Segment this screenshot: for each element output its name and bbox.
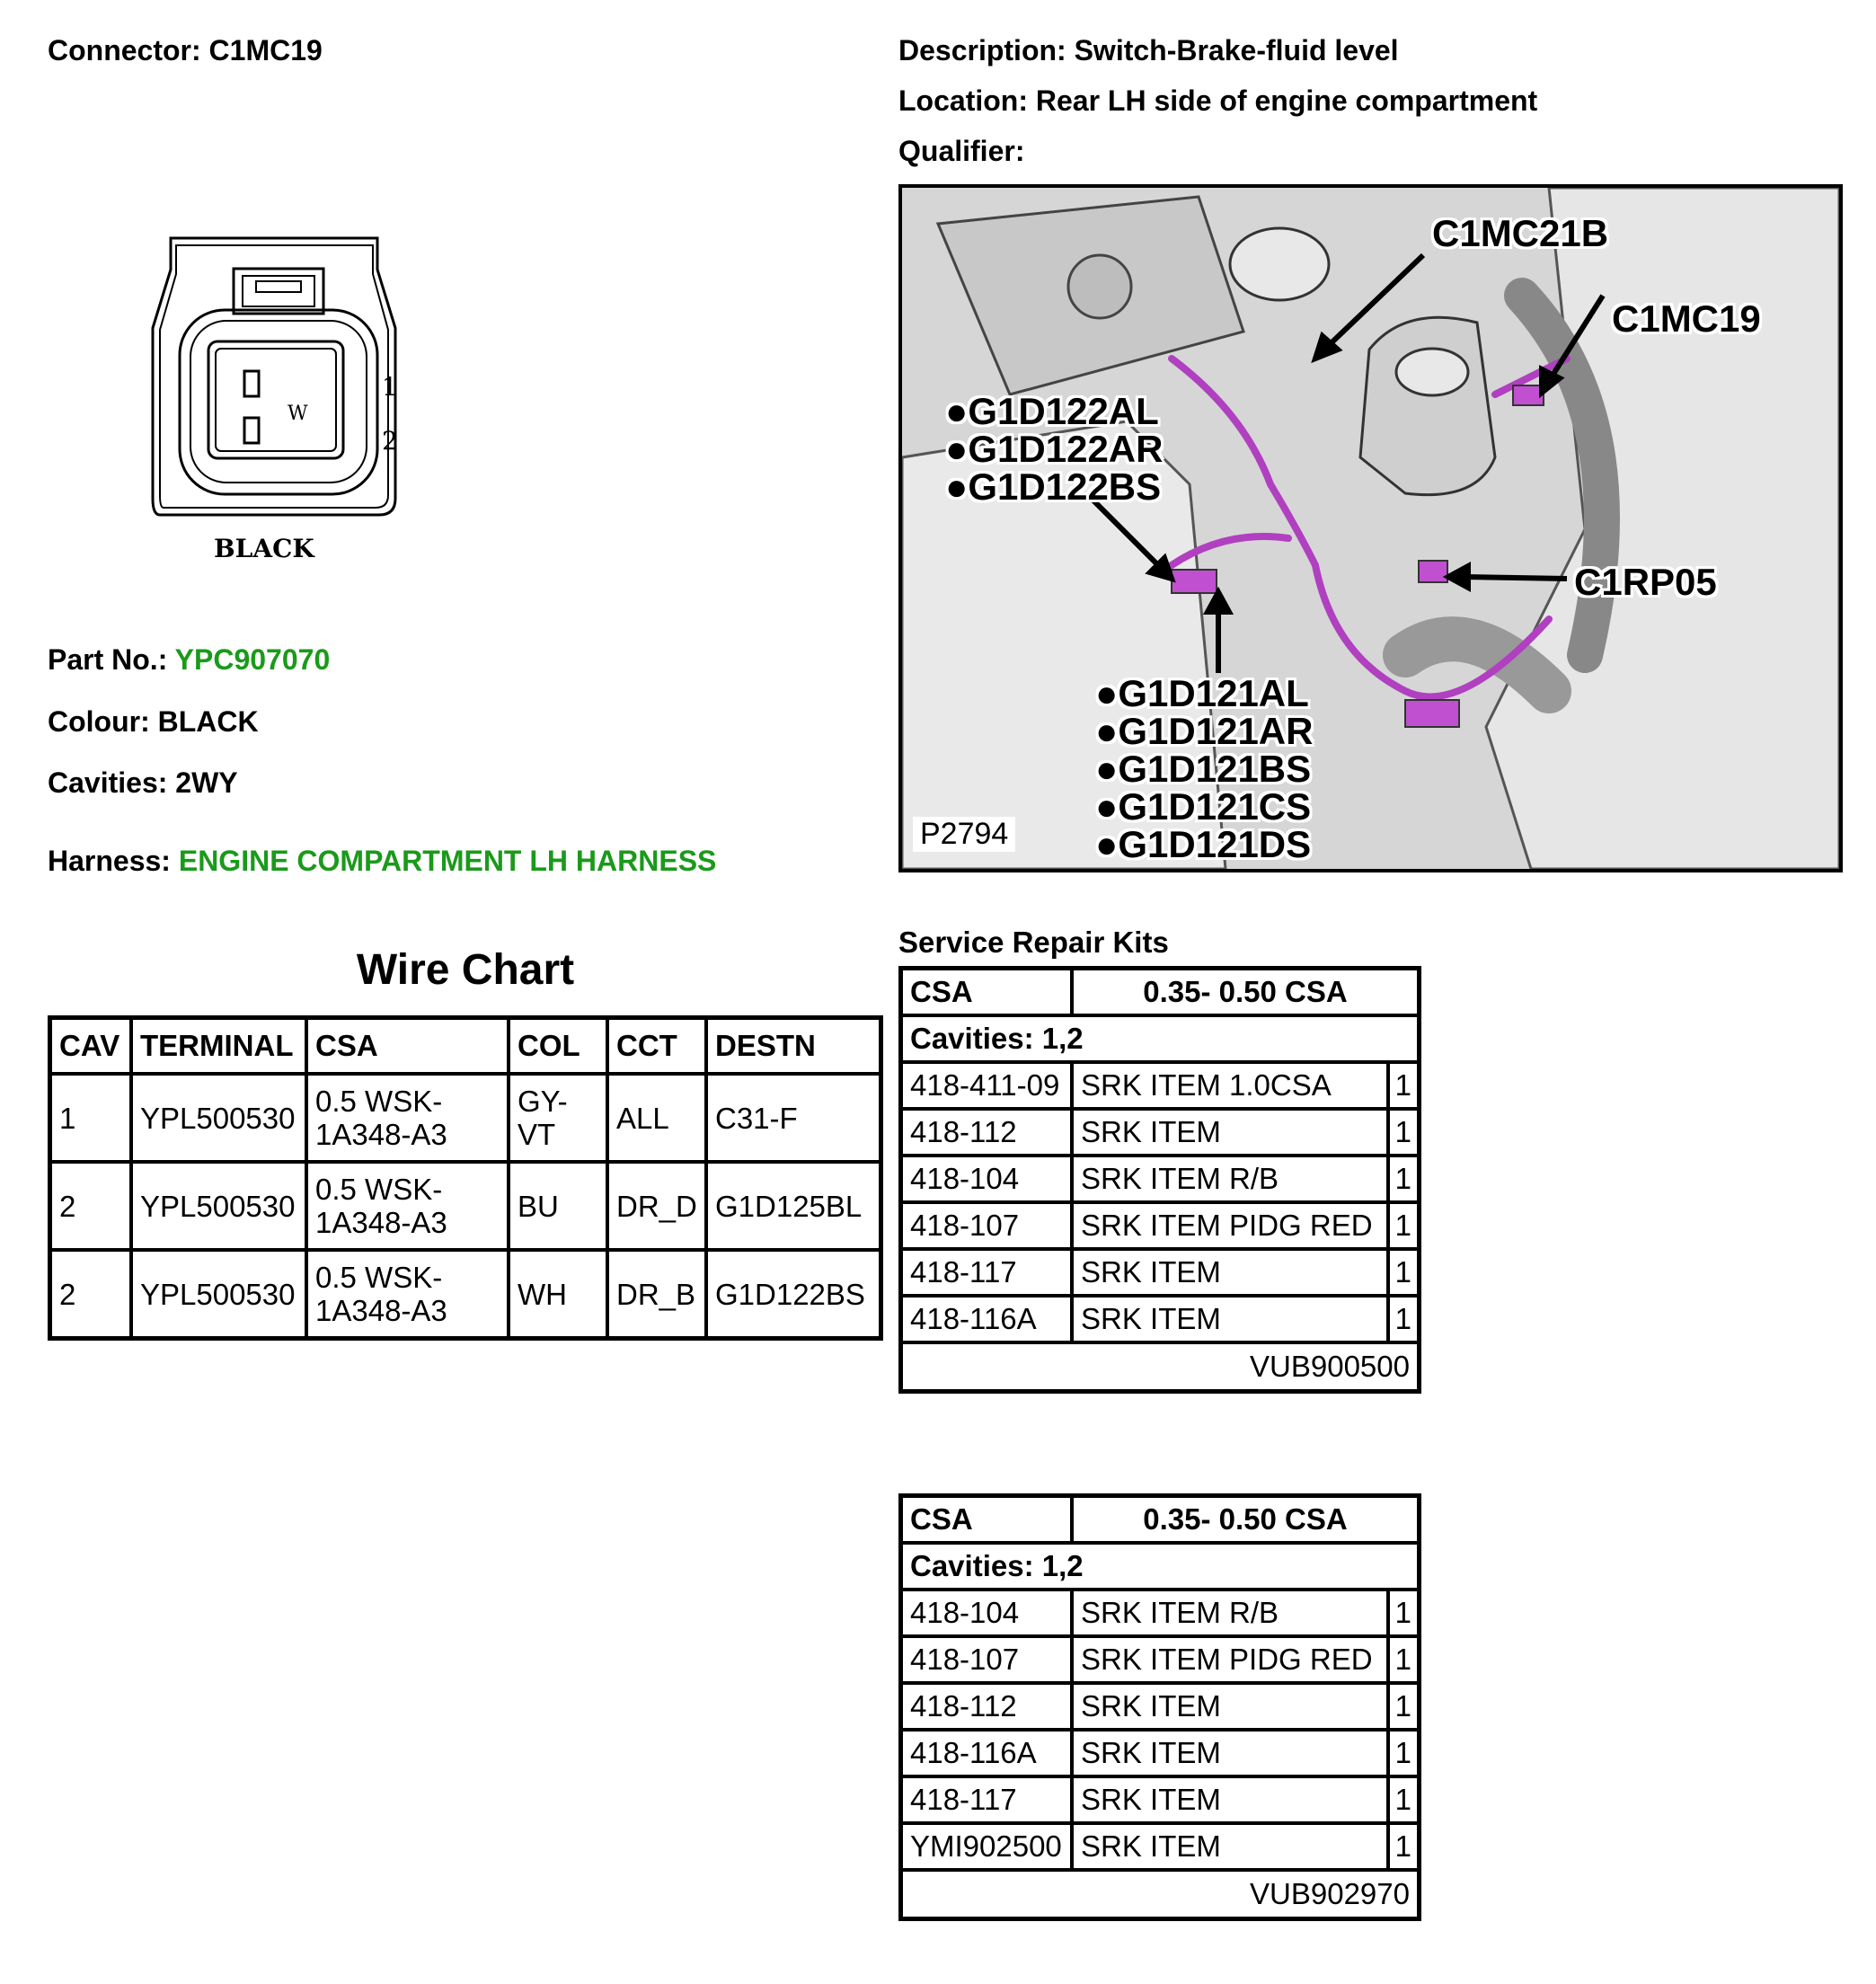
cell-csa (306, 1162, 509, 1250)
kit-item-code: 418-107 (901, 1636, 1073, 1683)
qualifier-line (898, 135, 1024, 168)
cell-csa (306, 1250, 509, 1339)
kit-item-desc: SRK ITEM (1072, 1823, 1388, 1870)
location-label: Location: (898, 84, 1028, 117)
col-header-cct: CCT (607, 1018, 706, 1075)
diagram-colour-label: BLACK (214, 534, 314, 563)
csa-line-1: 0.5 WSK- (315, 1261, 443, 1294)
kit-item-code: 418-411-09 (901, 1062, 1073, 1109)
kit-csa-value: 0.35- 0.50 CSA (1072, 969, 1420, 1016)
kit-item-qty: 1 (1388, 1156, 1420, 1202)
connector-label: Connector: (48, 34, 201, 66)
col-header-destn: DESTN (706, 1018, 881, 1075)
col-line-1: GY- (518, 1085, 568, 1118)
col-line-1: WH (518, 1277, 567, 1311)
kit-header-row (901, 1496, 1420, 1544)
table-row (901, 1823, 1420, 1870)
callout-g1d121-list (1095, 672, 1314, 865)
connector-value: C1MC19 (208, 34, 323, 66)
table-row (901, 1156, 1420, 1202)
col-header-terminal: TERMINAL (131, 1018, 306, 1075)
cell-destn: G1D122BS (706, 1250, 881, 1339)
colour-label: Colour: (48, 705, 150, 738)
pin-1-label: 1 (382, 372, 398, 402)
cell-cav: 1 (50, 1074, 132, 1162)
csa-line-1: 0.5 WSK- (315, 1173, 443, 1206)
kit-item-desc: SRK ITEM (1072, 1109, 1388, 1156)
callout-c1mc19: C1MC19 (1612, 297, 1761, 340)
harness-line (48, 845, 716, 878)
table-row (901, 1683, 1420, 1730)
cell-terminal: YPL500530 (131, 1074, 306, 1162)
table-row (901, 1202, 1420, 1249)
kit-footer-row (901, 1870, 1420, 1919)
kit-item-desc: SRK ITEM (1072, 1776, 1388, 1823)
kit-csa-label: CSA (901, 1496, 1073, 1544)
kit-item-code: 418-107 (901, 1202, 1073, 1249)
table-row (901, 1636, 1420, 1683)
pin-2-label: 2 (382, 426, 398, 456)
kit-item-desc: SRK ITEM (1072, 1296, 1388, 1342)
callout-g1d121al: ●G1D121AL (1095, 672, 1309, 714)
kit-item-desc: SRK ITEM PIDG RED (1072, 1636, 1388, 1683)
location-value: Rear LH side of engine compartment (1035, 84, 1538, 117)
csa-line-2: 1A348-A3 (315, 1206, 447, 1239)
kit-item-code: 418-116A (901, 1296, 1073, 1342)
harness-link[interactable]: ENGINE COMPARTMENT LH HARNESS (178, 845, 717, 877)
kit-item-qty: 1 (1388, 1590, 1420, 1636)
kit-cavities-row (901, 1543, 1420, 1590)
cell-col (509, 1250, 607, 1339)
callout-g1d121bs: ●G1D121BS (1095, 748, 1312, 790)
cell-terminal: YPL500530 (131, 1250, 306, 1339)
csa-line-1: 0.5 WSK- (315, 1085, 443, 1118)
kit-item-desc: SRK ITEM (1072, 1730, 1388, 1776)
kit-item-code: YMI902500 (901, 1823, 1073, 1870)
cavities-label: Cavities: (48, 766, 168, 799)
col-line-1: BU (518, 1189, 559, 1223)
callout-g1d121cs: ●G1D121CS (1095, 785, 1312, 828)
location-photo (898, 184, 1843, 872)
table-row (901, 1062, 1420, 1109)
callout-g1d121ar: ●G1D121AR (1095, 710, 1314, 752)
table-row (901, 1249, 1420, 1296)
kit-cavities: Cavities: 1,2 (901, 1543, 1420, 1590)
kit-item-desc: SRK ITEM (1072, 1249, 1388, 1296)
kit-footer-row (901, 1342, 1420, 1392)
kit-item-qty: 1 (1388, 1062, 1420, 1109)
kit-csa-value: 0.35- 0.50 CSA (1072, 1496, 1420, 1544)
wire-chart-header-row (50, 1018, 881, 1075)
col-header-cav: CAV (50, 1018, 132, 1075)
colour-line (48, 705, 259, 739)
part-no-link[interactable]: YPC907070 (174, 643, 331, 676)
kit-item-qty: 1 (1388, 1296, 1420, 1342)
col-header-csa: CSA (306, 1018, 509, 1075)
colour-value: BLACK (157, 705, 259, 738)
kit-item-desc: SRK ITEM PIDG RED (1072, 1202, 1388, 1249)
connector-line (48, 34, 323, 67)
table-row (901, 1296, 1420, 1342)
cell-col (509, 1162, 607, 1250)
description-line (898, 34, 1399, 67)
repair-kit-table-2 (898, 1493, 1421, 1921)
repair-kit-table-1 (898, 966, 1421, 1394)
cell-cct: DR_D (607, 1162, 706, 1250)
kit-item-qty: 1 (1388, 1109, 1420, 1156)
location-line (898, 84, 1537, 118)
kit-item-desc: SRK ITEM 1.0CSA (1072, 1062, 1388, 1109)
table-row (50, 1074, 881, 1162)
callout-g1d122bs: ●G1D122BS (945, 465, 1162, 508)
kit-item-code: 418-117 (901, 1776, 1073, 1823)
cell-destn: C31-F (706, 1074, 881, 1162)
kit-item-code: 418-104 (901, 1590, 1073, 1636)
kit-item-qty: 1 (1388, 1823, 1420, 1870)
table-row (901, 1590, 1420, 1636)
kit-item-qty: 1 (1388, 1202, 1420, 1249)
kit-item-qty: 1 (1388, 1683, 1420, 1730)
kit-header-row (901, 969, 1420, 1016)
csa-line-2: 1A348-A3 (315, 1294, 447, 1327)
kit-item-desc: SRK ITEM R/B (1072, 1590, 1388, 1636)
callout-c1rp05: C1RP05 (1574, 561, 1717, 603)
callout-c1mc21b: C1MC21B (1432, 212, 1609, 254)
kit-item-qty: 1 (1388, 1776, 1420, 1823)
cell-cav: 2 (50, 1250, 132, 1339)
kit-item-qty: 1 (1388, 1730, 1420, 1776)
kit-item-desc: SRK ITEM R/B (1072, 1156, 1388, 1202)
cell-terminal: YPL500530 (131, 1162, 306, 1250)
cell-cav: 2 (50, 1162, 132, 1250)
cell-col (509, 1074, 607, 1162)
connector-face-diagram (144, 229, 431, 571)
part-no-label: Part No.: (48, 643, 168, 676)
table-row (901, 1730, 1420, 1776)
callout-g1d121ds: ●G1D121DS (1095, 823, 1312, 865)
description-label: Description: (898, 34, 1066, 66)
cell-cct: ALL (607, 1074, 706, 1162)
table-row (50, 1162, 881, 1250)
cell-destn: G1D125BL (706, 1162, 881, 1250)
wire-chart-title: Wire Chart (356, 946, 575, 994)
callout-g1d122ar: ●G1D122AR (945, 428, 1164, 470)
kit-item-desc: SRK ITEM (1072, 1683, 1388, 1730)
polarity-marker: W (288, 403, 308, 425)
kit-number: VUB900500 (901, 1342, 1420, 1392)
kit-item-code: 418-116A (901, 1730, 1073, 1776)
table-row (901, 1109, 1420, 1156)
harness-label: Harness: (48, 845, 171, 877)
col-line-2: VT (518, 1118, 556, 1151)
kit-item-code: 418-112 (901, 1109, 1073, 1156)
cell-cct: DR_B (607, 1250, 706, 1339)
kit-cavities-row (901, 1015, 1420, 1062)
kit-item-qty: 1 (1388, 1249, 1420, 1296)
callout-g1d122al: ●G1D122AL (945, 390, 1159, 432)
repair-kits-title: Service Repair Kits (898, 926, 1169, 959)
kit-item-qty: 1 (1388, 1636, 1420, 1683)
kit-item-code: 418-112 (901, 1683, 1073, 1730)
col-header-col: COL (509, 1018, 607, 1075)
kit-cavities: Cavities: 1,2 (901, 1015, 1420, 1062)
kit-csa-label: CSA (901, 969, 1073, 1016)
qualifier-label: Qualifier: (898, 135, 1025, 167)
callout-g1d122-list (945, 390, 1164, 508)
description-value: Switch-Brake-fluid level (1074, 34, 1399, 66)
cavities-line (48, 766, 238, 800)
table-row (50, 1250, 881, 1339)
wire-chart-table (48, 1015, 883, 1341)
table-row (901, 1776, 1420, 1823)
csa-line-2: 1A348-A3 (315, 1118, 447, 1151)
cavities-value: 2WY (175, 766, 238, 799)
cell-csa (306, 1074, 509, 1162)
photo-reference-id: P2794 (913, 817, 1015, 852)
kit-number: VUB902970 (901, 1870, 1420, 1919)
kit-item-code: 418-117 (901, 1249, 1073, 1296)
part-no-line (48, 643, 330, 677)
engine-bay-illustration (902, 188, 1839, 869)
kit-item-code: 418-104 (901, 1156, 1073, 1202)
